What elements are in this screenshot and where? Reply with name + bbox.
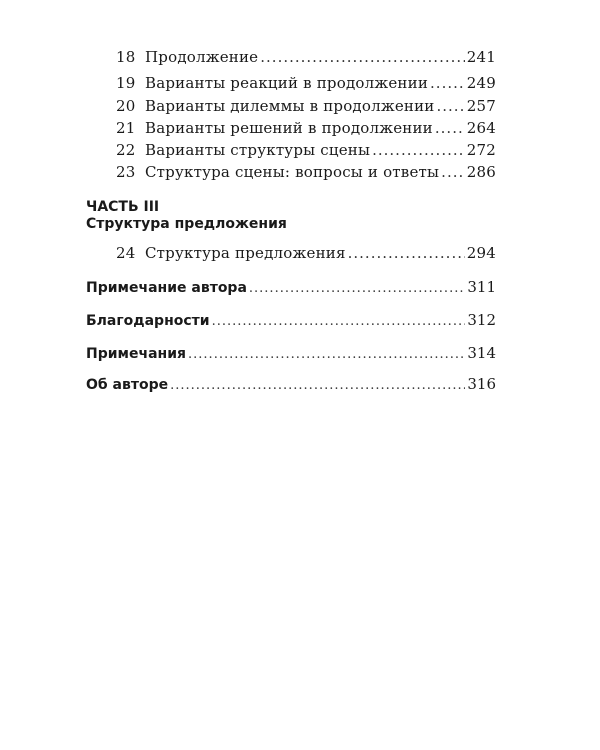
page-number: 249	[466, 74, 496, 92]
chapter-title: Варианты структуры сцены	[145, 141, 371, 159]
dot-leader	[435, 119, 465, 137]
toc-entry-chapter-21[interactable]	[86, 119, 496, 141]
dot-leader	[372, 141, 465, 159]
chapter-number: 20	[116, 97, 136, 115]
toc-entry-chapter-22[interactable]	[86, 141, 496, 163]
dot-leader	[437, 97, 465, 115]
chapter-title: Структура предложения	[145, 244, 346, 262]
part-title: Структура предложения	[86, 216, 287, 232]
dot-leader	[249, 281, 465, 296]
dot-leader	[260, 48, 465, 66]
dot-leader	[441, 163, 465, 181]
chapter-number: 19	[116, 74, 136, 92]
part-label: ЧАСТЬ III	[86, 199, 160, 215]
chapter-title: Продолжение	[145, 48, 259, 66]
toc-entry-notes[interactable]	[86, 344, 496, 366]
page-number: 264	[466, 119, 496, 137]
section-title: Об авторе	[86, 377, 169, 393]
dot-leader	[188, 347, 465, 362]
dot-leader	[348, 244, 465, 262]
chapter-title: Варианты реакций в продолжении	[145, 74, 429, 92]
page-number: 257	[466, 97, 496, 115]
page-number: 316	[467, 375, 496, 393]
chapter-number: 23	[116, 163, 136, 181]
chapter-title: Структура сцены: вопросы и ответы	[145, 163, 440, 181]
section-title: Примечания	[86, 346, 187, 362]
toc-entry-chapter-19[interactable]	[86, 74, 496, 96]
page-number: 241	[466, 48, 496, 66]
section-title: Примечание автора	[86, 280, 247, 296]
dot-leader	[170, 378, 465, 393]
page-number: 312	[467, 311, 496, 329]
chapter-title: Варианты дилеммы в продолжении	[145, 97, 435, 115]
toc-entry-about-author[interactable]	[86, 375, 496, 397]
chapter-number: 21	[116, 119, 136, 137]
chapter-number: 24	[116, 244, 136, 262]
chapter-title: Варианты решений в продолжении	[145, 119, 433, 137]
page-number: 272	[466, 141, 496, 159]
dot-leader	[212, 314, 466, 329]
section-title: Благодарности	[86, 313, 210, 329]
page-number: 294	[466, 244, 496, 262]
chapter-number: 18	[116, 48, 136, 66]
toc-entry-chapter-23[interactable]	[86, 163, 496, 185]
chapter-number: 22	[116, 141, 136, 159]
toc-entry-chapter-24[interactable]	[86, 244, 496, 266]
page-number: 311	[467, 278, 496, 296]
page-number: 286	[466, 163, 496, 181]
toc-entry-chapter-18[interactable]	[86, 48, 496, 70]
page-number: 314	[467, 344, 496, 362]
toc-entry-acknowledgements[interactable]	[86, 311, 496, 333]
toc-entry-authors-note[interactable]	[86, 278, 496, 300]
toc-entry-chapter-20[interactable]	[86, 97, 496, 119]
dot-leader	[430, 74, 465, 92]
